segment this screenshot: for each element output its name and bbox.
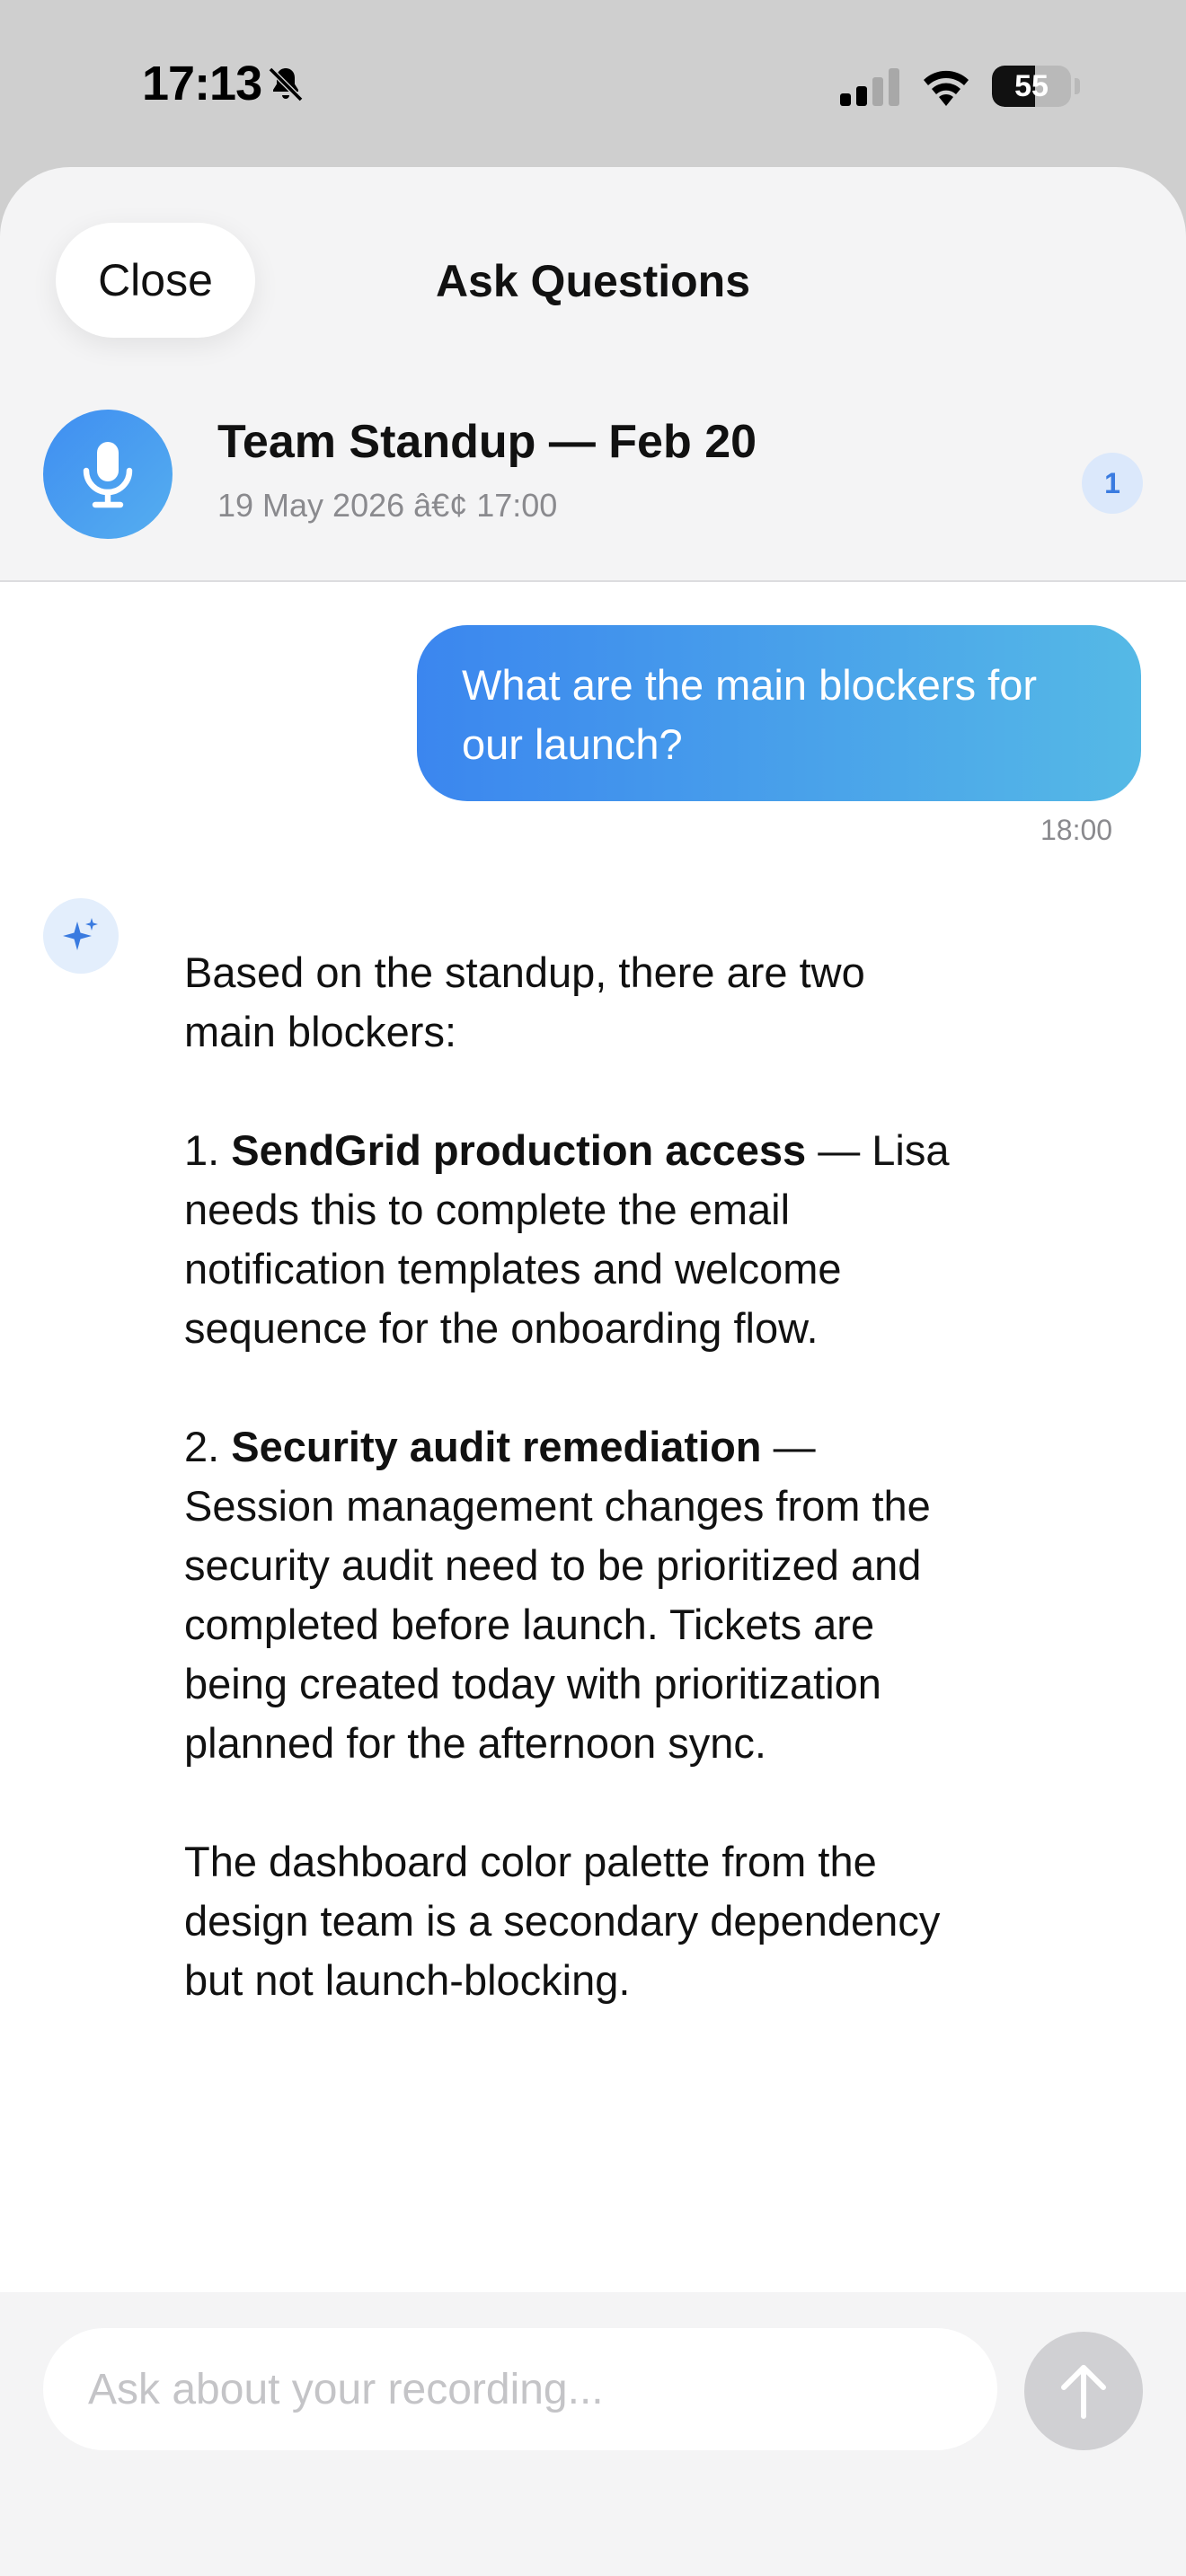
- chat-area[interactable]: [0, 582, 1186, 2459]
- ai-blocker-item-2: [184, 1417, 957, 1773]
- status-bar: [0, 0, 1186, 171]
- ai-item2-title: Security audit remediation: [231, 1423, 762, 1470]
- close-button[interactable]: Close: [56, 223, 255, 338]
- recording-meta: 19 May 2026 â€¢ 17:00: [217, 487, 558, 524]
- ai-footer-paragraph: [184, 1832, 957, 2010]
- ai-intro-paragraph: [184, 943, 957, 1062]
- microphone-icon: [81, 440, 135, 508]
- wifi-icon: [920, 66, 972, 106]
- status-time: 17:13: [142, 57, 262, 110]
- recording-header: [0, 395, 1186, 580]
- ai-item1-title: SendGrid production access: [231, 1126, 807, 1174]
- ai-item1-prefix: 1.: [184, 1126, 232, 1174]
- ai-item2-body: — Session management changes from the security audit need to be prioritized and completed before launch. Tickets are being created today with prioritization planned for the afternoon sync.: [184, 1423, 931, 1767]
- user-message-time: 18:00: [1040, 814, 1113, 846]
- sparkles-icon: [59, 914, 102, 957]
- arrow-up-icon: [1057, 2362, 1111, 2420]
- question-count-badge: 1: [1082, 453, 1143, 514]
- composer-bar: [0, 2292, 1186, 2576]
- recording-avatar: [43, 410, 173, 539]
- sheet-title: Ask Questions: [435, 256, 751, 306]
- ai-intro-text: Based on the standup, there are two main blockers:: [184, 948, 865, 1055]
- battery-cap: [1075, 78, 1080, 94]
- ask-input[interactable]: [43, 2328, 997, 2450]
- user-message-bubble: What are the main blockers for our launch?: [417, 625, 1141, 801]
- recording-title: Team Standup — Feb 20: [217, 416, 757, 468]
- send-button[interactable]: [1024, 2332, 1143, 2450]
- bell-slash-icon: [264, 63, 307, 106]
- cellular-signal-icon: [840, 68, 899, 106]
- ai-item2-prefix: 2.: [184, 1423, 232, 1470]
- ai-footer-text: The dashboard color palette from the design team is a secondary dependency but not launch-blocking.: [184, 1838, 941, 2004]
- ai-blocker-item-1: [184, 1121, 957, 1358]
- battery-icon: [992, 66, 1071, 107]
- ai-message: [184, 943, 957, 2010]
- ai-avatar: [43, 898, 119, 974]
- ai-item1-body: — Lisa needs this to complete the email notification templates and welcome sequence for the onboarding flow.: [184, 1126, 950, 1352]
- battery-level-text: 55: [1014, 69, 1049, 103]
